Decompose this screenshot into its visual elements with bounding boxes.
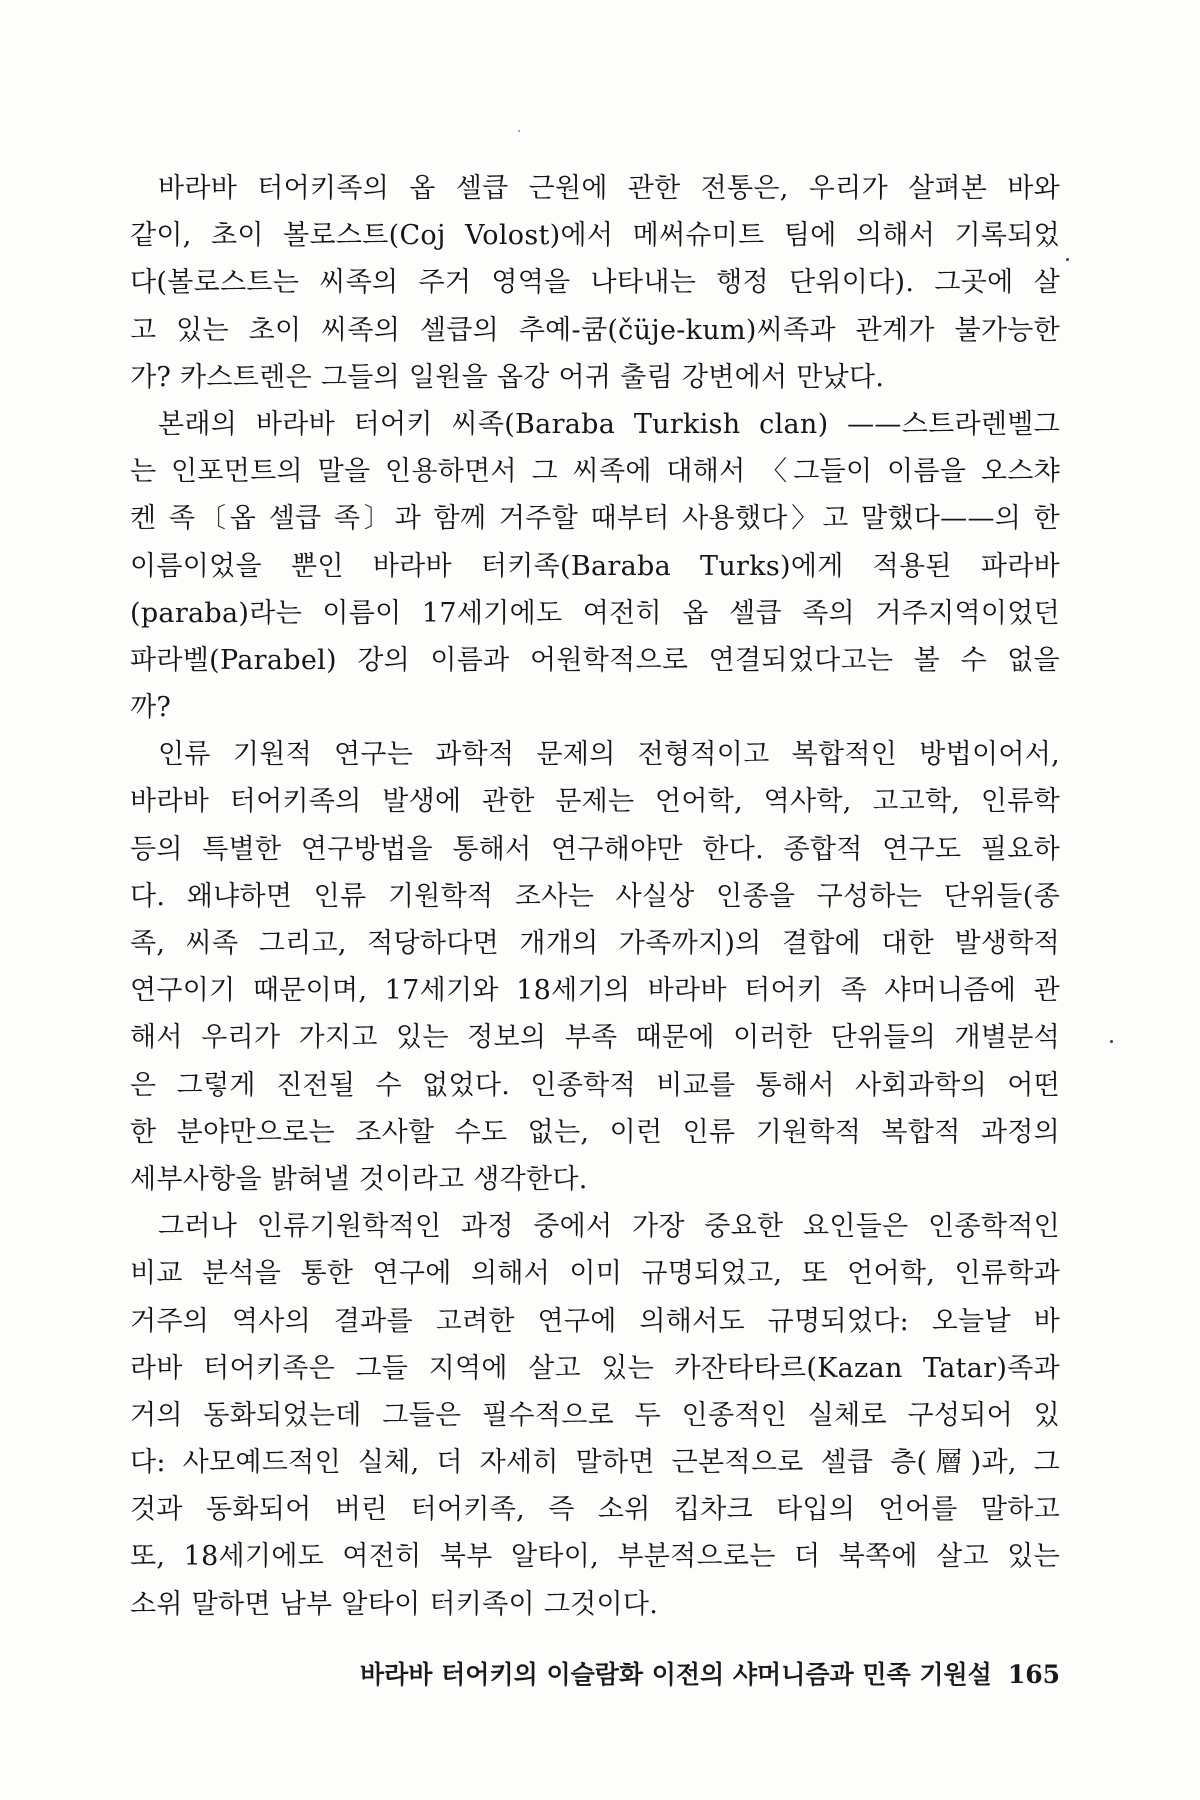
text-line: 같이, 초이 볼로스트(Coj Volost)에서 메써슈미트 팀에 의해서 기록되었 [130, 220, 1060, 252]
text-line: 등의 특별한 연구방법을 통해서 연구해야만 한다. 종합적 연구도 필요하 [130, 833, 1060, 865]
text-line: 본래의 바라바 터어키 씨족(Baraba Turkish clan) ——스트라렌벨그 [158, 408, 1060, 440]
text-line: 인류 기원적 연구는 과학적 문제의 전형적이고 복합적인 방법이어서, [158, 739, 1060, 771]
text-line: 는 인포먼트의 말을 인용하면서 그 씨족에 대해서 〈그들이 이름을 오스챠 [130, 456, 1060, 488]
page-number: 165 [1007, 1660, 1060, 1689]
text-line: 세부사항을 밝혀낼 것이라고 생각한다. [130, 1163, 588, 1195]
text-line: 고 있는 초이 씨족의 셀큽의 추예-쿰(čüje-kum)씨족과 관계가 불가능한 [130, 314, 1060, 346]
scan-speck [518, 130, 520, 132]
text-line: 거주의 역사의 결과를 고려한 연구에 의해서도 규명되었다: 오늘날 바 [130, 1305, 1060, 1337]
text-line: 다: 사모예드적인 실체, 더 자세히 말하면 근본적으로 셀큽 층(層)과, 그 [130, 1447, 1060, 1479]
text-line: 비교 분석을 통한 연구에 의해서 이미 규명되었고, 또 언어학, 인류학과 [130, 1258, 1060, 1290]
paragraph-1 [130, 165, 1060, 401]
text-line: 파라벨(Parabel) 강의 이름과 어원학적으로 연결되었다고는 볼 수 없을 [130, 644, 1060, 676]
text-line: 라바 터어키족은 그들 지역에 살고 있는 카잔타타르(Kazan Tatar)족과 [130, 1352, 1060, 1384]
paragraph-4 [130, 1203, 1060, 1628]
text-line: 그러나 인류기원학적인 과정 중에서 가장 중요한 요인들은 인종학적인 [158, 1211, 1060, 1243]
text-line: (paraba)라는 이름이 17세기에도 여전히 옵 셀큽 족의 거주지역이었던 [130, 597, 1060, 629]
text-line: 이름이었을 뿐인 바라바 터키족(Baraba Turks)에게 적용된 파라바 [130, 550, 1060, 582]
body-text [130, 165, 1060, 1628]
text-line: 가? 카스트렌은 그들의 일원을 옵강 어귀 출림 강변에서 만났다. [130, 361, 885, 393]
text-line: 거의 동화되었는데 그들은 필수적으로 두 인종적인 실체로 구성되어 있 [130, 1399, 1060, 1431]
text-line: 은 그렇게 진전될 수 없었다. 인종학적 비교를 통해서 사회과학의 어떤 [130, 1069, 1060, 1101]
text-line: 바라바 터어키족의 옵 셀큽 근원에 관한 전통은, 우리가 살펴본 바와 [158, 173, 1060, 204]
text-line: 한 분야만으로는 조사할 수도 없는, 이런 인류 기원학적 복합적 과정의 [130, 1116, 1060, 1148]
text-line: 다. 왜냐하면 인류 기원학적 조사는 사실상 인종을 구성하는 단위들(종 [130, 880, 1060, 912]
running-title: 바라바 터어키의 이슬람화 이전의 샤머니즘과 민족 기원설 [359, 1660, 992, 1689]
text-line: 바라바 터어키족의 발생에 관한 문제는 언어학, 역사학, 고고학, 인류학 [130, 786, 1060, 818]
text-line: 또, 18세기에도 여전히 북부 알타이, 부분적으로는 더 북쪽에 살고 있는 [130, 1541, 1060, 1573]
text-line: 연구이기 때문이며, 17세기와 18세기의 바라바 터어키 족 샤머니즘에 관 [130, 975, 1060, 1007]
paragraph-2 [130, 401, 1060, 731]
text-line: 까? [130, 692, 172, 724]
page-footer [300, 1655, 1060, 1691]
text-line: 소위 말하면 남부 알타이 터키족이 그것이다. [130, 1588, 659, 1620]
text-line: 다(볼로스트는 씨족의 주거 영역을 나타내는 행정 단위이다). 그곳에 살 [130, 267, 1060, 299]
paragraph-3 [130, 731, 1060, 1203]
scan-speck [1066, 258, 1069, 261]
text-line: 족, 씨족 그리고, 적당하다면 개개의 가족까지)의 결합에 대한 발생학적 [130, 928, 1060, 959]
scan-speck [1110, 1040, 1113, 1043]
text-line: 켄 족〔옵 셀큽 족〕과 함께 거주할 때부터 사용했다〉고 말했다——의 한 [130, 503, 1060, 535]
text-line: 것과 동화되어 버린 터어키족, 즉 소위 킵차크 타입의 언어를 말하고 [130, 1494, 1060, 1526]
text-line: 해서 우리가 가지고 있는 정보의 부족 때문에 이러한 단위들의 개별분석 [130, 1022, 1060, 1054]
